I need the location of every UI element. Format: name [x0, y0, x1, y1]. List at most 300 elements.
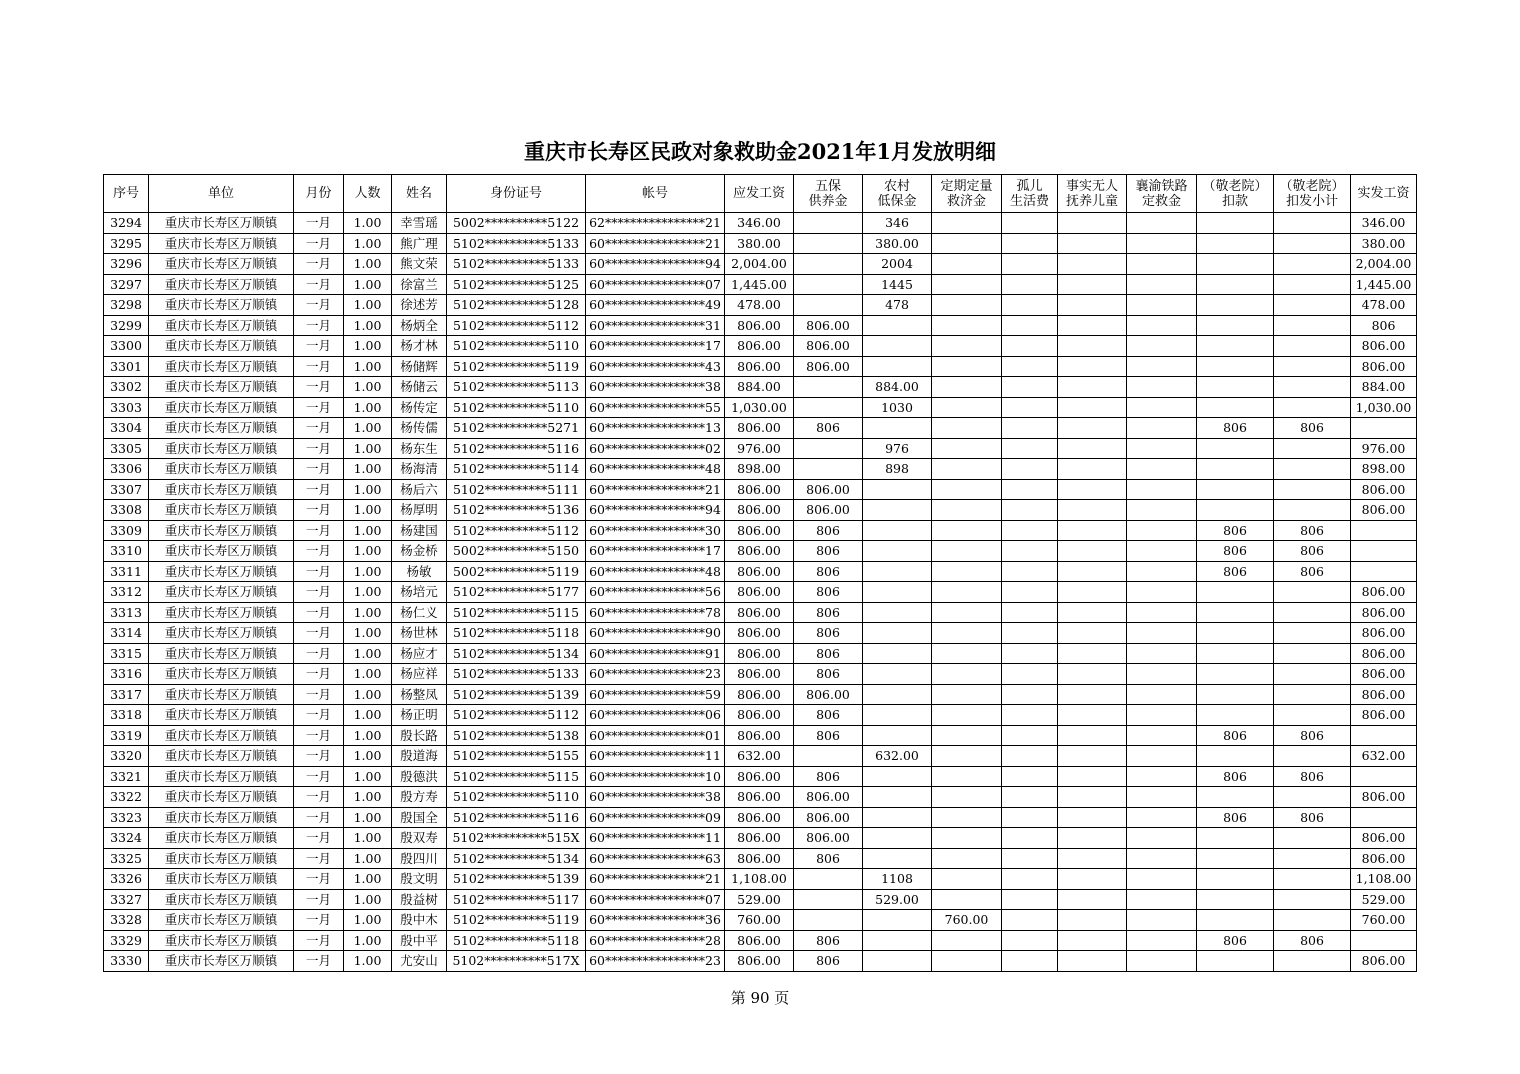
cell-name: 杨东生 — [392, 438, 447, 459]
cell-orphan — [1002, 766, 1058, 787]
cell-wubao — [794, 397, 863, 418]
cell-month: 一月 — [294, 213, 344, 234]
cell-relief — [932, 766, 1002, 787]
table-row — [104, 295, 1417, 316]
cell-count: 1.00 — [344, 807, 392, 828]
table-row — [104, 889, 1417, 910]
cell-children — [1058, 213, 1127, 234]
cell-id-number: 5102**********5118 — [447, 930, 586, 951]
cell-seq: 3327 — [104, 889, 149, 910]
cell-id-number: 5102**********5133 — [447, 664, 586, 685]
cell-month: 一月 — [294, 807, 344, 828]
cell-id-number: 5102**********515X — [447, 828, 586, 849]
cell-railway — [1127, 254, 1197, 275]
cell-unit: 重庆市长寿区万顺镇 — [149, 643, 294, 664]
cell-children — [1058, 356, 1127, 377]
cell-deduction-subtotal — [1274, 910, 1351, 931]
cell-orphan — [1002, 336, 1058, 357]
cell-name: 杨才林 — [392, 336, 447, 357]
cell-actual — [1351, 930, 1417, 951]
cell-wubao: 806 — [794, 930, 863, 951]
cell-name: 尤安山 — [392, 951, 447, 972]
cell-payable: 1,030.00 — [725, 397, 794, 418]
cell-month: 一月 — [294, 643, 344, 664]
cell-relief — [932, 418, 1002, 439]
cell-dibao — [863, 336, 932, 357]
cell-payable: 898.00 — [725, 459, 794, 480]
cell-deduction — [1197, 397, 1274, 418]
cell-children — [1058, 889, 1127, 910]
cell-unit: 重庆市长寿区万顺镇 — [149, 274, 294, 295]
cell-railway — [1127, 418, 1197, 439]
cell-relief — [932, 848, 1002, 869]
cell-id-number: 5102**********5112 — [447, 520, 586, 541]
cell-children — [1058, 315, 1127, 336]
table-row — [104, 910, 1417, 931]
cell-id-number: 5102**********5138 — [447, 725, 586, 746]
cell-wubao — [794, 459, 863, 480]
cell-deduction — [1197, 459, 1274, 480]
cell-dibao — [863, 315, 932, 336]
cell-actual — [1351, 725, 1417, 746]
cell-unit: 重庆市长寿区万顺镇 — [149, 828, 294, 849]
cell-seq: 3301 — [104, 356, 149, 377]
cell-dibao: 478 — [863, 295, 932, 316]
cell-wubao: 806 — [794, 848, 863, 869]
cell-deduction — [1197, 684, 1274, 705]
cell-relief — [932, 500, 1002, 521]
cell-relief — [932, 705, 1002, 726]
cell-railway — [1127, 377, 1197, 398]
header-col-orphan: 孤儿 生活费 — [1002, 175, 1058, 213]
cell-relief — [932, 889, 1002, 910]
cell-seq: 3318 — [104, 705, 149, 726]
cell-deduction-subtotal — [1274, 889, 1351, 910]
cell-actual: 806.00 — [1351, 500, 1417, 521]
cell-wubao: 806 — [794, 561, 863, 582]
cell-seq: 3325 — [104, 848, 149, 869]
cell-seq: 3310 — [104, 541, 149, 562]
cell-orphan — [1002, 582, 1058, 603]
cell-deduction-subtotal: 806 — [1274, 418, 1351, 439]
cell-month: 一月 — [294, 828, 344, 849]
header-col-railway: 襄渝铁路 定救金 — [1127, 175, 1197, 213]
cell-actual: 806.00 — [1351, 951, 1417, 972]
cell-account: 60****************38 — [586, 377, 725, 398]
cell-dibao: 976 — [863, 438, 932, 459]
cell-seq: 3330 — [104, 951, 149, 972]
cell-payable: 806.00 — [725, 602, 794, 623]
cell-wubao: 806.00 — [794, 336, 863, 357]
cell-account: 60****************30 — [586, 520, 725, 541]
cell-relief — [932, 664, 1002, 685]
cell-orphan — [1002, 930, 1058, 951]
cell-unit: 重庆市长寿区万顺镇 — [149, 213, 294, 234]
cell-payable: 806.00 — [725, 766, 794, 787]
cell-id-number: 5102**********5128 — [447, 295, 586, 316]
cell-deduction — [1197, 787, 1274, 808]
cell-relief — [932, 643, 1002, 664]
cell-orphan — [1002, 418, 1058, 439]
cell-dibao: 884.00 — [863, 377, 932, 398]
cell-dibao — [863, 725, 932, 746]
cell-month: 一月 — [294, 725, 344, 746]
cell-children — [1058, 787, 1127, 808]
cell-railway — [1127, 500, 1197, 521]
cell-dibao: 346 — [863, 213, 932, 234]
cell-name: 杨应祥 — [392, 664, 447, 685]
header-col-deduction-subtotal: （敬老院） 扣发小计 — [1274, 175, 1351, 213]
cell-relief — [932, 274, 1002, 295]
cell-account: 60****************78 — [586, 602, 725, 623]
cell-deduction-subtotal — [1274, 664, 1351, 685]
cell-name: 杨应才 — [392, 643, 447, 664]
cell-orphan — [1002, 459, 1058, 480]
cell-children — [1058, 705, 1127, 726]
cell-unit: 重庆市长寿区万顺镇 — [149, 705, 294, 726]
cell-month: 一月 — [294, 295, 344, 316]
cell-relief — [932, 336, 1002, 357]
cell-orphan — [1002, 213, 1058, 234]
cell-count: 1.00 — [344, 705, 392, 726]
cell-count: 1.00 — [344, 213, 392, 234]
table-row — [104, 356, 1417, 377]
cell-account: 60****************38 — [586, 787, 725, 808]
cell-seq: 3326 — [104, 869, 149, 890]
cell-unit: 重庆市长寿区万顺镇 — [149, 869, 294, 890]
cell-unit: 重庆市长寿区万顺镇 — [149, 541, 294, 562]
cell-count: 1.00 — [344, 848, 392, 869]
cell-name: 杨金桥 — [392, 541, 447, 562]
cell-railway — [1127, 910, 1197, 931]
cell-deduction — [1197, 213, 1274, 234]
cell-children — [1058, 438, 1127, 459]
cell-name: 杨世林 — [392, 623, 447, 644]
cell-account: 60****************11 — [586, 746, 725, 767]
cell-name: 杨仁义 — [392, 602, 447, 623]
cell-count: 1.00 — [344, 336, 392, 357]
table-row — [104, 274, 1417, 295]
table-body — [104, 213, 1417, 972]
cell-name: 殷文明 — [392, 869, 447, 890]
cell-wubao — [794, 213, 863, 234]
cell-actual: 1,445.00 — [1351, 274, 1417, 295]
cell-id-number: 5102**********5113 — [447, 377, 586, 398]
cell-month: 一月 — [294, 356, 344, 377]
table-row — [104, 848, 1417, 869]
cell-name: 杨传定 — [392, 397, 447, 418]
cell-relief — [932, 684, 1002, 705]
cell-name: 殷长路 — [392, 725, 447, 746]
cell-count: 1.00 — [344, 746, 392, 767]
cell-dibao — [863, 582, 932, 603]
cell-payable: 632.00 — [725, 746, 794, 767]
cell-unit: 重庆市长寿区万顺镇 — [149, 561, 294, 582]
cell-wubao: 806 — [794, 643, 863, 664]
cell-children — [1058, 828, 1127, 849]
cell-id-number: 5002**********5150 — [447, 541, 586, 562]
cell-month: 一月 — [294, 315, 344, 336]
table-row — [104, 520, 1417, 541]
cell-account: 60****************21 — [586, 869, 725, 890]
cell-count: 1.00 — [344, 520, 392, 541]
cell-id-number: 5002**********5122 — [447, 213, 586, 234]
cell-children — [1058, 397, 1127, 418]
cell-deduction — [1197, 233, 1274, 254]
cell-count: 1.00 — [344, 397, 392, 418]
cell-unit: 重庆市长寿区万顺镇 — [149, 725, 294, 746]
cell-payable: 806.00 — [725, 807, 794, 828]
cell-actual: 478.00 — [1351, 295, 1417, 316]
cell-account: 60****************59 — [586, 684, 725, 705]
cell-account: 60****************10 — [586, 766, 725, 787]
cell-deduction — [1197, 705, 1274, 726]
cell-month: 一月 — [294, 951, 344, 972]
cell-name: 殷四川 — [392, 848, 447, 869]
cell-railway — [1127, 725, 1197, 746]
cell-unit: 重庆市长寿区万顺镇 — [149, 397, 294, 418]
table-row — [104, 828, 1417, 849]
cell-actual: 529.00 — [1351, 889, 1417, 910]
cell-seq: 3313 — [104, 602, 149, 623]
cell-railway — [1127, 561, 1197, 582]
cell-actual: 806.00 — [1351, 787, 1417, 808]
cell-wubao — [794, 295, 863, 316]
cell-count: 1.00 — [344, 500, 392, 521]
cell-wubao: 806 — [794, 582, 863, 603]
cell-seq: 3328 — [104, 910, 149, 931]
cell-payable: 806.00 — [725, 336, 794, 357]
cell-railway — [1127, 213, 1197, 234]
table-row — [104, 377, 1417, 398]
cell-unit: 重庆市长寿区万顺镇 — [149, 479, 294, 500]
cell-month: 一月 — [294, 623, 344, 644]
cell-actual: 632.00 — [1351, 746, 1417, 767]
cell-deduction-subtotal — [1274, 213, 1351, 234]
cell-railway — [1127, 356, 1197, 377]
cell-actual: 806.00 — [1351, 828, 1417, 849]
cell-account: 60****************06 — [586, 705, 725, 726]
cell-children — [1058, 274, 1127, 295]
cell-account: 60****************36 — [586, 910, 725, 931]
cell-orphan — [1002, 889, 1058, 910]
cell-actual: 1,030.00 — [1351, 397, 1417, 418]
cell-name: 杨炳全 — [392, 315, 447, 336]
cell-unit: 重庆市长寿区万顺镇 — [149, 807, 294, 828]
cell-month: 一月 — [294, 254, 344, 275]
cell-month: 一月 — [294, 746, 344, 767]
cell-relief — [932, 725, 1002, 746]
cell-count: 1.00 — [344, 869, 392, 890]
cell-actual — [1351, 561, 1417, 582]
cell-railway — [1127, 541, 1197, 562]
cell-railway — [1127, 479, 1197, 500]
table-row — [104, 233, 1417, 254]
cell-wubao — [794, 869, 863, 890]
cell-month: 一月 — [294, 233, 344, 254]
cell-month: 一月 — [294, 377, 344, 398]
cell-seq: 3319 — [104, 725, 149, 746]
cell-account: 60****************23 — [586, 951, 725, 972]
cell-deduction-subtotal — [1274, 397, 1351, 418]
table-row — [104, 254, 1417, 275]
cell-count: 1.00 — [344, 910, 392, 931]
table-row — [104, 336, 1417, 357]
cell-id-number: 5102**********5117 — [447, 889, 586, 910]
cell-wubao: 806 — [794, 520, 863, 541]
cell-seq: 3297 — [104, 274, 149, 295]
cell-payable: 2,004.00 — [725, 254, 794, 275]
table-row — [104, 869, 1417, 890]
cell-actual: 1,108.00 — [1351, 869, 1417, 890]
cell-actual: 2,004.00 — [1351, 254, 1417, 275]
cell-name: 熊文荣 — [392, 254, 447, 275]
cell-unit: 重庆市长寿区万顺镇 — [149, 459, 294, 480]
cell-payable: 806.00 — [725, 930, 794, 951]
cell-dibao — [863, 787, 932, 808]
cell-payable: 1,108.00 — [725, 869, 794, 890]
cell-payable: 380.00 — [725, 233, 794, 254]
cell-children — [1058, 643, 1127, 664]
table-row — [104, 213, 1417, 234]
table-row — [104, 807, 1417, 828]
cell-name: 殷德洪 — [392, 766, 447, 787]
cell-actual: 806.00 — [1351, 479, 1417, 500]
header-col-id-number: 身份证号 — [447, 175, 586, 213]
cell-month: 一月 — [294, 397, 344, 418]
cell-account: 60****************21 — [586, 233, 725, 254]
cell-account: 60****************17 — [586, 541, 725, 562]
cell-month: 一月 — [294, 705, 344, 726]
cell-railway — [1127, 520, 1197, 541]
cell-railway — [1127, 397, 1197, 418]
cell-unit: 重庆市长寿区万顺镇 — [149, 602, 294, 623]
cell-seq: 3309 — [104, 520, 149, 541]
cell-children — [1058, 582, 1127, 603]
cell-deduction-subtotal — [1274, 254, 1351, 275]
cell-children — [1058, 910, 1127, 931]
cell-relief — [932, 623, 1002, 644]
cell-relief — [932, 356, 1002, 377]
cell-dibao — [863, 930, 932, 951]
cell-month: 一月 — [294, 500, 344, 521]
cell-deduction-subtotal — [1274, 951, 1351, 972]
cell-wubao: 806 — [794, 623, 863, 644]
cell-dibao: 1030 — [863, 397, 932, 418]
cell-orphan — [1002, 377, 1058, 398]
cell-relief — [932, 582, 1002, 603]
cell-deduction — [1197, 828, 1274, 849]
cell-railway — [1127, 746, 1197, 767]
cell-deduction — [1197, 479, 1274, 500]
cell-wubao: 806.00 — [794, 500, 863, 521]
cell-seq: 3312 — [104, 582, 149, 603]
cell-wubao: 806.00 — [794, 684, 863, 705]
cell-orphan — [1002, 951, 1058, 972]
cell-account: 60****************02 — [586, 438, 725, 459]
cell-orphan — [1002, 684, 1058, 705]
cell-id-number: 5102**********5133 — [447, 254, 586, 275]
cell-deduction-subtotal — [1274, 869, 1351, 890]
table-row — [104, 397, 1417, 418]
cell-deduction: 806 — [1197, 725, 1274, 746]
cell-dibao: 2004 — [863, 254, 932, 275]
cell-count: 1.00 — [344, 418, 392, 439]
cell-seq: 3315 — [104, 643, 149, 664]
cell-name: 杨敏 — [392, 561, 447, 582]
cell-count: 1.00 — [344, 274, 392, 295]
cell-orphan — [1002, 397, 1058, 418]
cell-seq: 3298 — [104, 295, 149, 316]
cell-deduction — [1197, 254, 1274, 275]
cell-actual: 806.00 — [1351, 623, 1417, 644]
cell-unit: 重庆市长寿区万顺镇 — [149, 295, 294, 316]
cell-relief — [932, 602, 1002, 623]
cell-railway — [1127, 295, 1197, 316]
cell-id-number: 5102**********5119 — [447, 356, 586, 377]
cell-unit: 重庆市长寿区万顺镇 — [149, 233, 294, 254]
cell-deduction-subtotal — [1274, 295, 1351, 316]
cell-seq: 3302 — [104, 377, 149, 398]
cell-relief — [932, 746, 1002, 767]
cell-deduction-subtotal — [1274, 356, 1351, 377]
cell-wubao — [794, 377, 863, 398]
cell-dibao: 380.00 — [863, 233, 932, 254]
cell-deduction — [1197, 377, 1274, 398]
cell-dibao — [863, 848, 932, 869]
header-col-count: 人数 — [344, 175, 392, 213]
header-col-unit: 单位 — [149, 175, 294, 213]
cell-name: 殷益树 — [392, 889, 447, 910]
cell-wubao: 806 — [794, 951, 863, 972]
cell-payable: 806.00 — [725, 684, 794, 705]
cell-month: 一月 — [294, 684, 344, 705]
cell-account: 60****************07 — [586, 274, 725, 295]
cell-wubao: 806.00 — [794, 356, 863, 377]
cell-orphan — [1002, 664, 1058, 685]
cell-deduction-subtotal: 806 — [1274, 807, 1351, 828]
cell-id-number: 5102**********5111 — [447, 479, 586, 500]
cell-wubao: 806 — [794, 766, 863, 787]
header-col-month: 月份 — [294, 175, 344, 213]
cell-railway — [1127, 315, 1197, 336]
cell-deduction: 806 — [1197, 561, 1274, 582]
cell-payable: 478.00 — [725, 295, 794, 316]
cell-seq: 3303 — [104, 397, 149, 418]
cell-count: 1.00 — [344, 479, 392, 500]
cell-count: 1.00 — [344, 684, 392, 705]
cell-orphan — [1002, 233, 1058, 254]
cell-dibao — [863, 561, 932, 582]
cell-month: 一月 — [294, 336, 344, 357]
cell-railway — [1127, 602, 1197, 623]
cell-month: 一月 — [294, 459, 344, 480]
cell-actual: 806.00 — [1351, 848, 1417, 869]
cell-deduction-subtotal: 806 — [1274, 766, 1351, 787]
cell-orphan — [1002, 787, 1058, 808]
cell-children — [1058, 541, 1127, 562]
cell-seq: 3329 — [104, 930, 149, 951]
cell-relief — [932, 520, 1002, 541]
cell-id-number: 5102**********5134 — [447, 643, 586, 664]
cell-payable: 806.00 — [725, 315, 794, 336]
cell-railway — [1127, 438, 1197, 459]
cell-children — [1058, 930, 1127, 951]
cell-dibao — [863, 684, 932, 705]
cell-account: 60****************01 — [586, 725, 725, 746]
cell-railway — [1127, 951, 1197, 972]
cell-account: 60****************90 — [586, 623, 725, 644]
